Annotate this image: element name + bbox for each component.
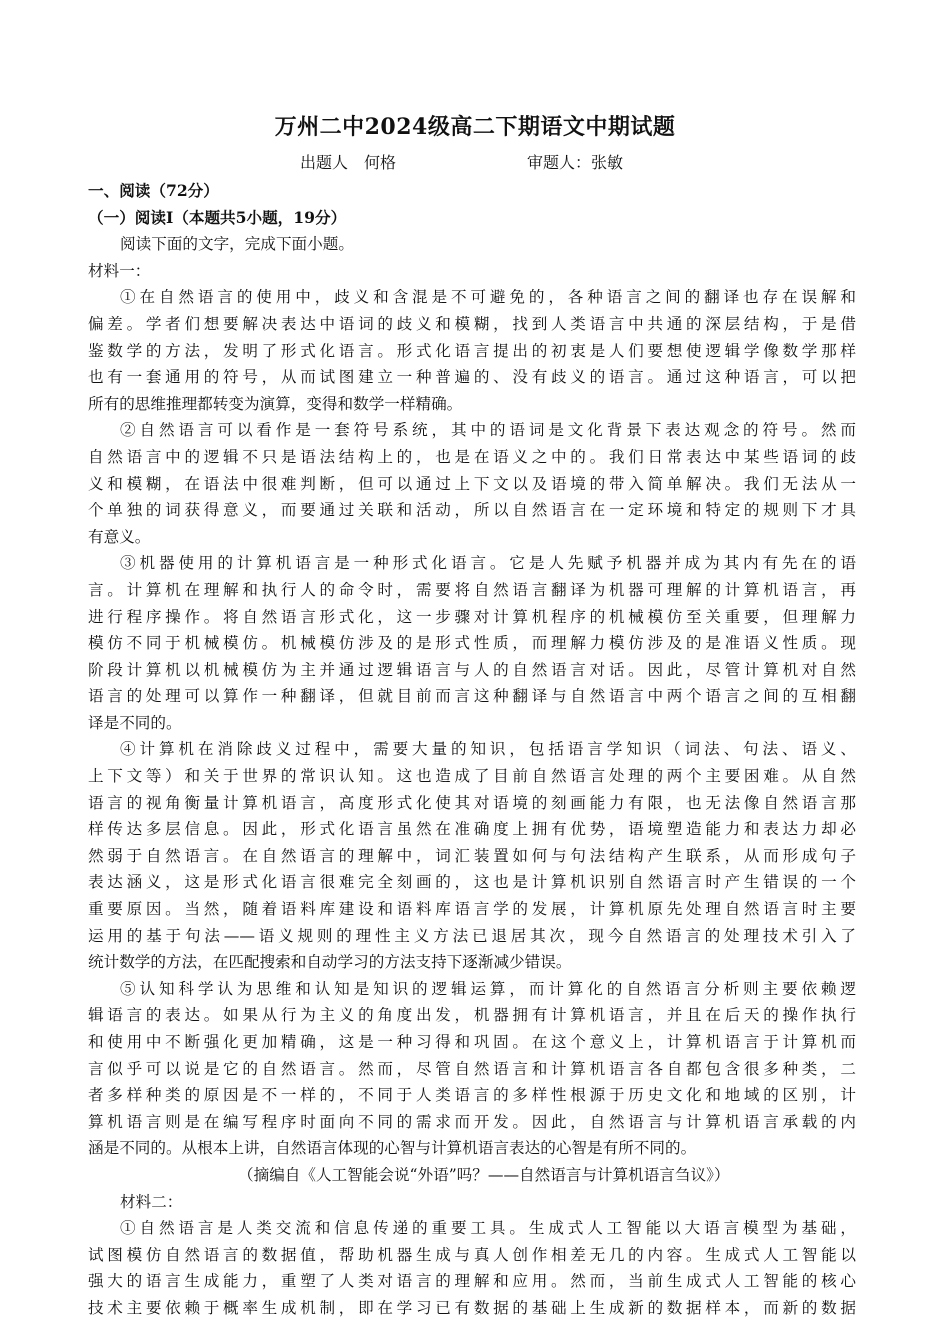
material1-label: 材料一：: [88, 261, 151, 280]
paragraph-line: ②自然语言可以看作是一套符号系统，其中的语词是文化背景下表达观念的符号。然而: [120, 421, 856, 440]
paragraph-line: 统计数学的方法，在匹配搜索和自动学习的方法支持下逐渐减少错误。: [88, 953, 572, 972]
subsection-heading: （一）阅读Ⅰ（本题共5小题，19分）: [88, 207, 347, 227]
paragraph-line: 有意义。: [88, 527, 151, 546]
paragraph-line: 辑语言的表达。如果从行为主义的角度出发，机器拥有计算机语言，并且在后天的操作执行: [88, 1006, 856, 1025]
paragraph-line: 和使用中不断强化更加精确，这是一种习得和巩固。在这个意义上，计算机语言于计算机而: [88, 1033, 856, 1051]
paragraph-line: 试图模仿自然语言的数据值，帮助机器生成与真人创作相差无几的内容。生成式人工智能以: [88, 1245, 856, 1264]
reviewer-name: 审题人：张敏: [527, 153, 624, 172]
paragraph-line: 自然语言中的逻辑不只是语法结构上的，也是在语义之中的。我们日常表达中某些语词的歧: [88, 447, 856, 466]
authors-line: [0, 150, 950, 178]
paragraph-line: 然弱于自然语言。在自然语言的理解中，词汇装置如何与句法结构产生联系，从而形成句子: [88, 846, 856, 865]
paragraph-line: 模仿不同于机械模仿。机械模仿涉及的是形式性质，而理解力模仿涉及的是准语义性质。现: [88, 634, 856, 653]
material2-text: [88, 1215, 856, 1321]
paragraph-line: 偏差。学者们想要解决表达中语词的歧义和模糊，找到人类语言中共通的深层结构，于是借: [88, 314, 856, 333]
paragraph-line: 鉴数学的方法，发明了形式化语言。形式化语言提出的初衷是人们要想使逻辑学像数学那样: [88, 341, 856, 360]
document-body: [88, 178, 856, 1322]
paragraph-line: 也有一套通用的符号，从而试图建立一种普遍的、没有歧义的语言。通过这种语言，可以把: [88, 368, 856, 387]
paragraph-line: 重要原因。当然，随着语料库建设和语料库语言学的发展，计算机原先处理自然语言时主要: [88, 900, 856, 919]
paragraph-line: 言。计算机在理解和执行人的命令时，需要将自然语言翻译为机器可理解的计算机语言，再: [88, 580, 856, 599]
paragraph-line: 算机语言则是在编写程序时面向不同的需求而开发。因此，自然语言与计算机语言承载的内: [88, 1112, 856, 1131]
page-title: 万州二中2024级高二下期语文中期试题: [274, 114, 676, 140]
paragraph-line: 上下文等）和关于世界的常识认知。这也造成了目前自然语言处理的两个主要困难。从自然: [88, 767, 856, 786]
paragraph-line: 进行程序操作。将自然语言形式化，这一步骤对计算机程序的机械模仿至关重要，但理解力: [88, 607, 856, 626]
paragraph-line: ③机器使用的计算机语言是一种形式化语言。它是人先赋予机器并成为其内有先在的语: [120, 554, 856, 573]
paragraph-line: 者多样种类的原因是不一样的，不同于人类语言的多样性根源于历史文化和地域的区别，计: [88, 1086, 856, 1105]
section-heading: 一、阅读（72分）: [88, 181, 219, 200]
paragraph-line: 义和模糊，在语法中很难判断，但可以通过上下文以及语境的带入简单解决。我们无法从一: [88, 474, 856, 493]
instruction-text: 阅读下面的文字，完成下面小题。: [120, 235, 354, 254]
paragraph-line: 语言的视角衡量计算机语言，高度形式化使其对语境的刻画能力有限，也无法像自然语言那: [88, 793, 856, 812]
paragraph-line: 运用的基于句法——语义规则的理性主义方法已退居其次，现今自然语言的处理技术引入了: [88, 926, 856, 945]
paragraph-line: 译是不同的。: [88, 713, 182, 732]
paragraph-line: 涵是不同的。从根本上讲，自然语言体现的心智与计算机语言表达的心智是有所不同的。: [88, 1139, 697, 1158]
paragraph-line: 个单独的词获得意义，而要通过关联和活动，所以自然语言在一定环境和特定的规则下才具: [88, 501, 856, 520]
paragraph-line: 言似乎可以说是它的自然语言。然而，尽管自然语言和计算机语言各自都包含很多种类，二: [88, 1059, 856, 1078]
paragraph-line: 语言的处理可以算作一种翻译，但就目前而言这种翻译与自然语言中两个语言之间的互相翻: [88, 687, 856, 706]
paragraph-line: ⑤认知科学认为思维和认知是知识的逻辑运算，而计算化的自然语言分析则主要依赖逻: [120, 979, 856, 998]
material2-label: 材料二：: [120, 1192, 183, 1211]
paragraph-line: ④计算机在消除歧义过程中，需要大量的知识，包括语言学知识（词法、句法、语义、: [120, 740, 856, 759]
material1-text: [88, 284, 856, 1162]
paragraph-line: 技术主要依赖于概率生成机制，即在学习已有数据的基础上生成新的数据样本，而新的数据: [88, 1298, 856, 1317]
paragraph-line: 阶段计算机以机械模仿为主并通过逻辑语言与人的自然语言对话。因此，尽管计算机对自然: [88, 660, 856, 679]
paragraph-line: ①在自然语言的使用中，歧义和含混是不可避免的，各种语言之间的翻译也存在误解和: [120, 288, 856, 307]
setter-name: 出题人 何格: [300, 153, 397, 172]
paragraph-line: ①自然语言是人类交流和信息传递的重要工具。生成式人工智能以大语言模型为基础，: [120, 1219, 856, 1238]
paragraph-line: 样传达多层信息。因此，形式化语言虽然在准确度上拥有优势，语境塑造能力和表达力却必: [88, 820, 856, 839]
paragraph-line: 所有的思维推理都转变为演算，变得和数学一样精确。: [88, 394, 463, 413]
paragraph-line: 表达涵义，这是形式化语言很难完全刻画的，这也是计算机识别自然语言时产生错误的一个: [88, 873, 856, 892]
paragraph-line: 强大的语言生成能力，重塑了人类对语言的理解和应用。然而，当前生成式人工智能的核心: [88, 1272, 856, 1291]
material1-source: （摘编自《人工智能会说“外语”吗？——自然语言与计算机语言刍议》）: [238, 1165, 730, 1184]
